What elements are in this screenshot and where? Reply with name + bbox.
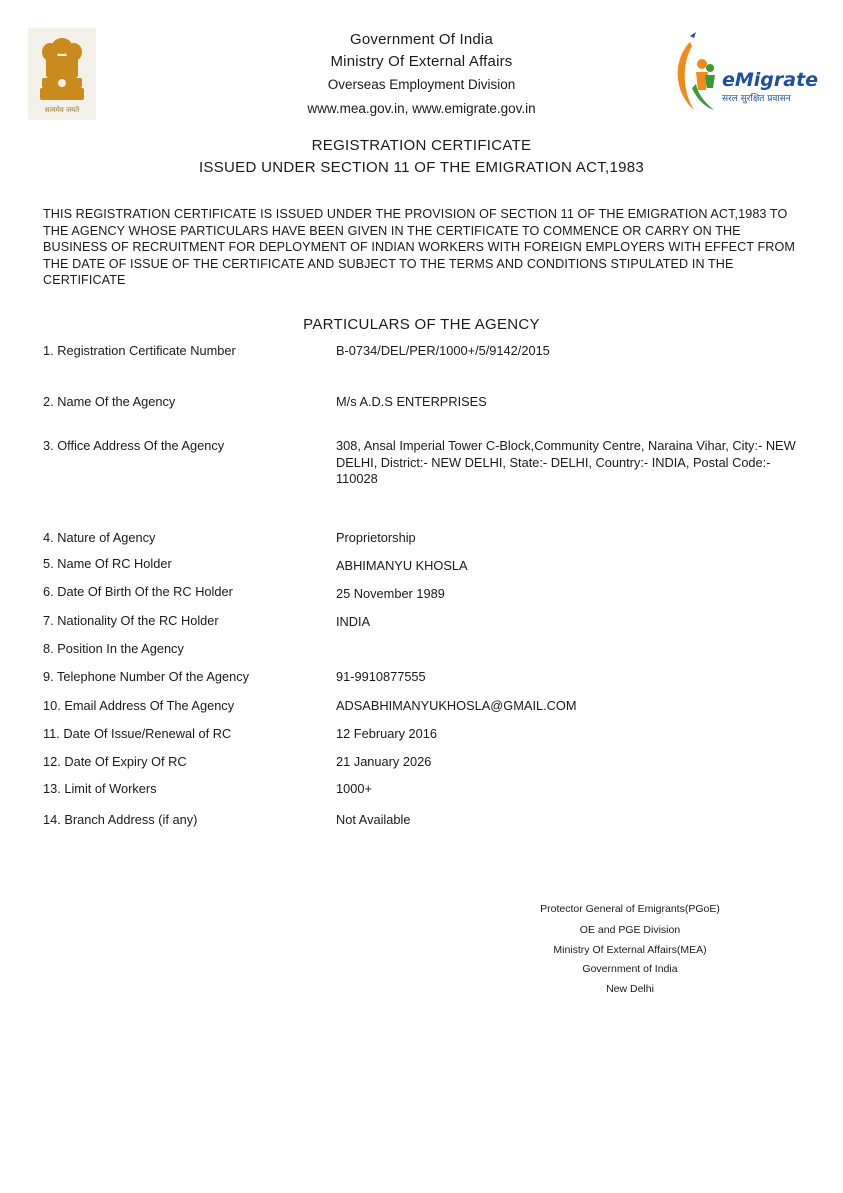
particular-label: 5. Name Of RC Holder (43, 556, 172, 571)
particular-label: 11. Date Of Issue/Renewal of RC (43, 726, 232, 741)
particular-label: 1. Registration Certificate Number (43, 343, 236, 358)
particular-value: 21 January 2026 (336, 754, 432, 769)
certificate-intro-paragraph: THIS REGISTRATION CERTIFICATE IS ISSUED UNDER THE PROVISION OF SECTION 11 OF THE EMIGRATION ACT,1983 TO THE AGENCY WHOSE PARTICULARS HAVE BEEN GIVEN IN THE CERTIFICATE TO COMMENCE OR CARRY ON THE BUSINESS OF RECRUITMENT FOR DEPLOYMENT OF INDIAN WORKERS WITH FOREIGN EMPLOYERS WITH EFFECT FROM THE DATE OF ISSUE OF THE CERTIFICATE AND SUBJECT TO THE TERMS AND CONDITIONS STIPULATED IN THE CERTIFICATE (43, 207, 795, 287)
particular-value: ABHIMANYU KHOSLA (336, 558, 468, 573)
particular-value: 12 February 2016 (336, 726, 438, 741)
particular-value: 25 November 1989 (336, 586, 445, 601)
certificate-subtitle: ISSUED UNDER SECTION 11 OF THE EMIGRATION ACT,1983 (198, 159, 645, 176)
signatory-title: Protector General of Emigrants(PGoE) (540, 903, 720, 915)
signatory-city: New Delhi (606, 983, 654, 995)
particular-value: 1000+ (336, 781, 372, 796)
particular-label: 6. Date Of Birth Of the RC Holder (43, 584, 233, 599)
header-government: Government Of India (349, 31, 494, 48)
particular-value: 308, Ansal Imperial Tower C-Block,Community Centre, Naraina Vihar, City:- NEW DELHI, District:- NEW DELHI, State:- DELHI, Country:- INDIA, Postal Code:- 110028 (336, 438, 796, 486)
particular-value: 91-9910877555 (336, 669, 426, 684)
emigrate-logo (668, 28, 818, 118)
signatory-division: OE and PGE Division (579, 924, 681, 936)
particular-value: Proprietorship (336, 530, 416, 545)
signatory-government: Government of India (582, 963, 678, 975)
signatory-ministry: Ministry Of External Affairs(MEA) (553, 944, 707, 956)
particular-label: 13. Limit of Workers (43, 781, 157, 796)
particular-label: 3. Office Address Of the Agency (43, 438, 225, 453)
svg-text:सरल सुरक्षित प्रवासन: सरल सुरक्षित प्रवासन (722, 94, 791, 104)
particular-label: 2. Name Of the Agency (43, 394, 176, 409)
particular-value: B-0734/DEL/PER/1000+/5/9142/2015 (336, 343, 550, 358)
particulars-heading: PARTICULARS OF THE AGENCY (303, 316, 540, 333)
particular-label: 4. Nature of Agency (43, 530, 156, 545)
particular-value: Not Available (336, 812, 411, 827)
header-websites: www.mea.gov.in, www.emigrate.gov.in (307, 101, 536, 116)
header-ministry: Ministry Of External Affairs (330, 53, 513, 70)
particular-label: 7. Nationality Of the RC Holder (43, 613, 219, 628)
svg-text:eMigrate: eMigrate (722, 69, 818, 91)
particular-label: 12. Date Of Expiry Of RC (43, 754, 187, 769)
header-division: Overseas Employment Division (327, 77, 516, 92)
particular-label: 9. Telephone Number Of the Agency (43, 669, 250, 684)
particular-label: 10. Email Address Of The Agency (43, 698, 235, 713)
particular-value: ADSABHIMANYUKHOSLA@GMAIL.COM (336, 698, 577, 713)
svg-text:सत्यमेव जयते: सत्यमेव जयते (44, 106, 80, 114)
particular-value: INDIA (336, 614, 371, 629)
particular-value: M/s A.D.S ENTERPRISES (336, 394, 487, 409)
certificate-title: REGISTRATION CERTIFICATE (311, 137, 532, 154)
particular-label: 8. Position In the Agency (43, 641, 184, 656)
particular-label: 14. Branch Address (if any) (43, 812, 198, 827)
